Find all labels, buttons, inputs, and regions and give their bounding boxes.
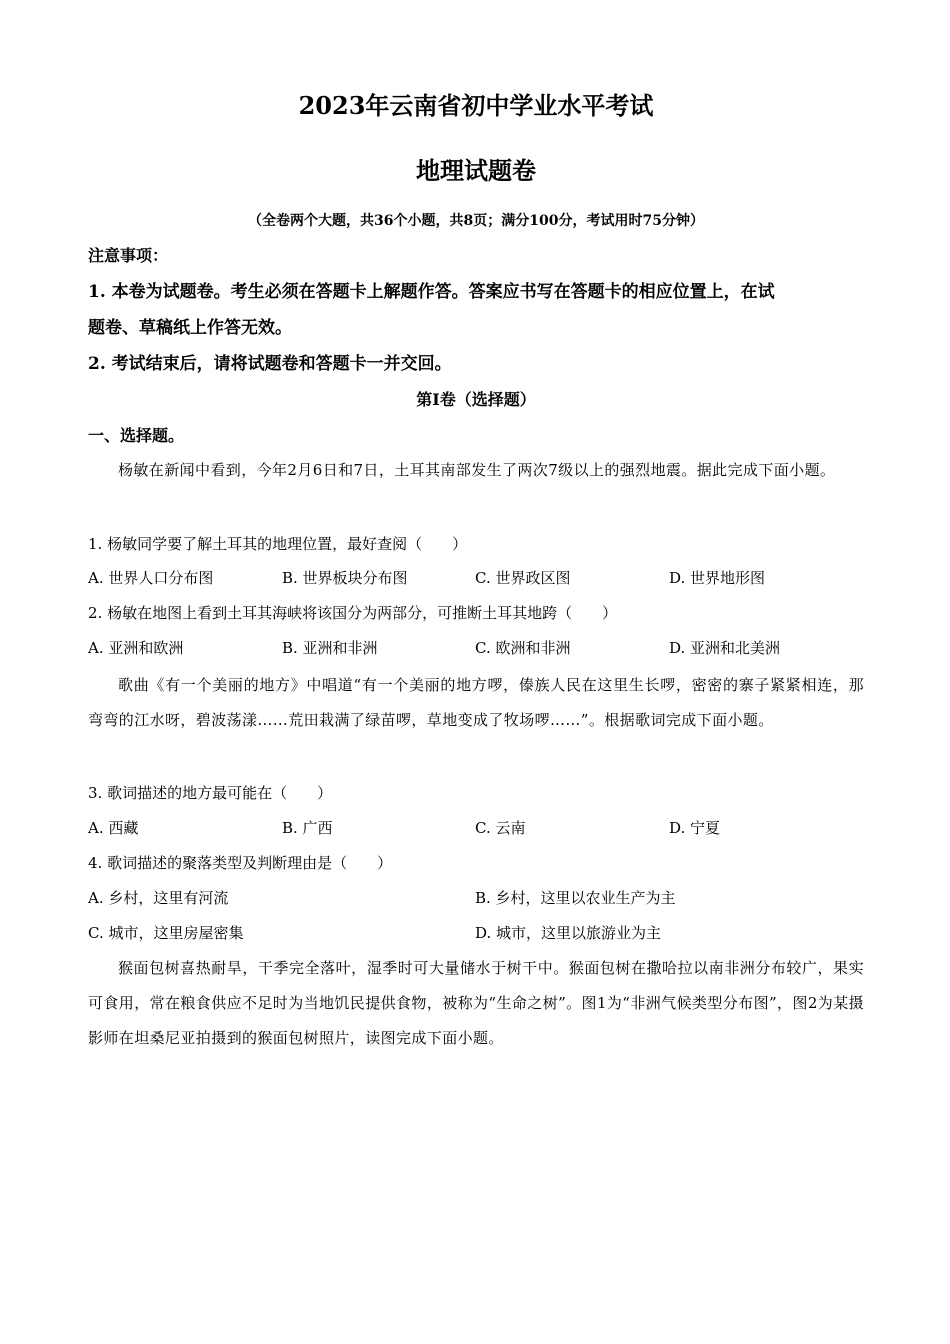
option-d[interactable]: D. 宁夏 — [669, 819, 721, 837]
question-1-options — [88, 566, 864, 590]
note-item-1-continued: 题卷、草稿纸上作答无效。 — [88, 318, 292, 338]
option-a[interactable]: A. 世界人口分布图 — [88, 569, 214, 587]
question-3-stem: 3. 歌词描述的地方最可能在（ ） — [88, 784, 333, 802]
option-b[interactable]: B. 乡村，这里以农业生产为主 — [475, 889, 676, 907]
option-b[interactable]: B. 亚洲和非洲 — [282, 639, 378, 657]
option-d[interactable]: D. 亚洲和北美洲 — [669, 639, 781, 657]
option-b[interactable]: B. 广西 — [282, 819, 333, 837]
question-4-options-row-1 — [88, 886, 864, 910]
question-3-options — [88, 816, 864, 840]
option-c[interactable]: C. 云南 — [475, 819, 526, 837]
option-d[interactable]: D. 城市，这里以旅游业为主 — [475, 924, 662, 942]
option-c[interactable]: C. 世界政区图 — [475, 569, 571, 587]
subject-title: 地理试题卷 — [416, 156, 536, 185]
option-a[interactable]: A. 乡村，这里有河流 — [88, 889, 229, 907]
option-a[interactable]: A. 亚洲和欧洲 — [88, 639, 184, 657]
question-2-options — [88, 636, 864, 660]
option-d[interactable]: D. 世界地形图 — [669, 569, 766, 587]
exam-title: 2023年云南省初中学业水平考试 — [298, 91, 654, 120]
notes-heading: 注意事项： — [88, 246, 169, 265]
question-2-stem: 2. 杨敏在地图上看到土耳其海峡将该国分为两部分，可推断土耳其地跨（ ） — [88, 604, 618, 622]
question-1-stem: 1. 杨敏同学要了解土耳其的地理位置，最好查阅（ ） — [88, 535, 468, 553]
option-b[interactable]: B. 世界板块分布图 — [282, 569, 408, 587]
option-a[interactable]: A. 西藏 — [88, 819, 139, 837]
option-c[interactable]: C. 欧洲和非洲 — [475, 639, 571, 657]
passage-1: 杨敏在新闻中看到，今年2月6日和7日，土耳其南部发生了两次7级以上的强烈地震。据此完成下面小题。 — [118, 461, 836, 479]
part-title: 第Ⅰ卷（选择题） — [416, 390, 536, 409]
question-4-options-row-2 — [88, 921, 864, 945]
note-item-2: 2. 考试结束后，请将试题卷和答题卡一并交回。 — [88, 354, 452, 374]
exam-info: （全卷两个大题，共36个小题，共8页；满分100分，考试用时75分钟） — [248, 213, 704, 229]
passage-3: 猴面包树喜热耐旱，干季完全落叶，湿季时可大量储水于树干中。猴面包树在撒哈拉以南非洲分布较广，果实可食用，常在粮食供应不足时为当地饥民提供食物，被称为“生命之树”。图1为“非洲气候类型分布图”，图2为某摄影师在坦桑尼亚拍摄到的猴面包树照片，读图完成下面小题。 — [88, 959, 864, 1047]
question-4-stem: 4. 歌词描述的聚落类型及判断理由是（ ） — [88, 854, 393, 872]
note-item-1: 1. 本卷为试题卷。考生必须在答题卡上解题作答。答案应书写在答题卡的相应位置上，在试 — [88, 282, 775, 302]
section-title: 一、选择题。 — [88, 426, 185, 445]
option-c[interactable]: C. 城市，这里房屋密集 — [88, 924, 244, 942]
passage-2: 歌曲《有一个美丽的地方》中唱道“有一个美丽的地方啰，傣族人民在这里生长啰，密密的寨子紧紧相连，那弯弯的江水呀，碧波荡漾……荒田栽满了绿苗啰，草地变成了牧场啰……”。根据歌词完成下面小题。 — [88, 676, 864, 729]
